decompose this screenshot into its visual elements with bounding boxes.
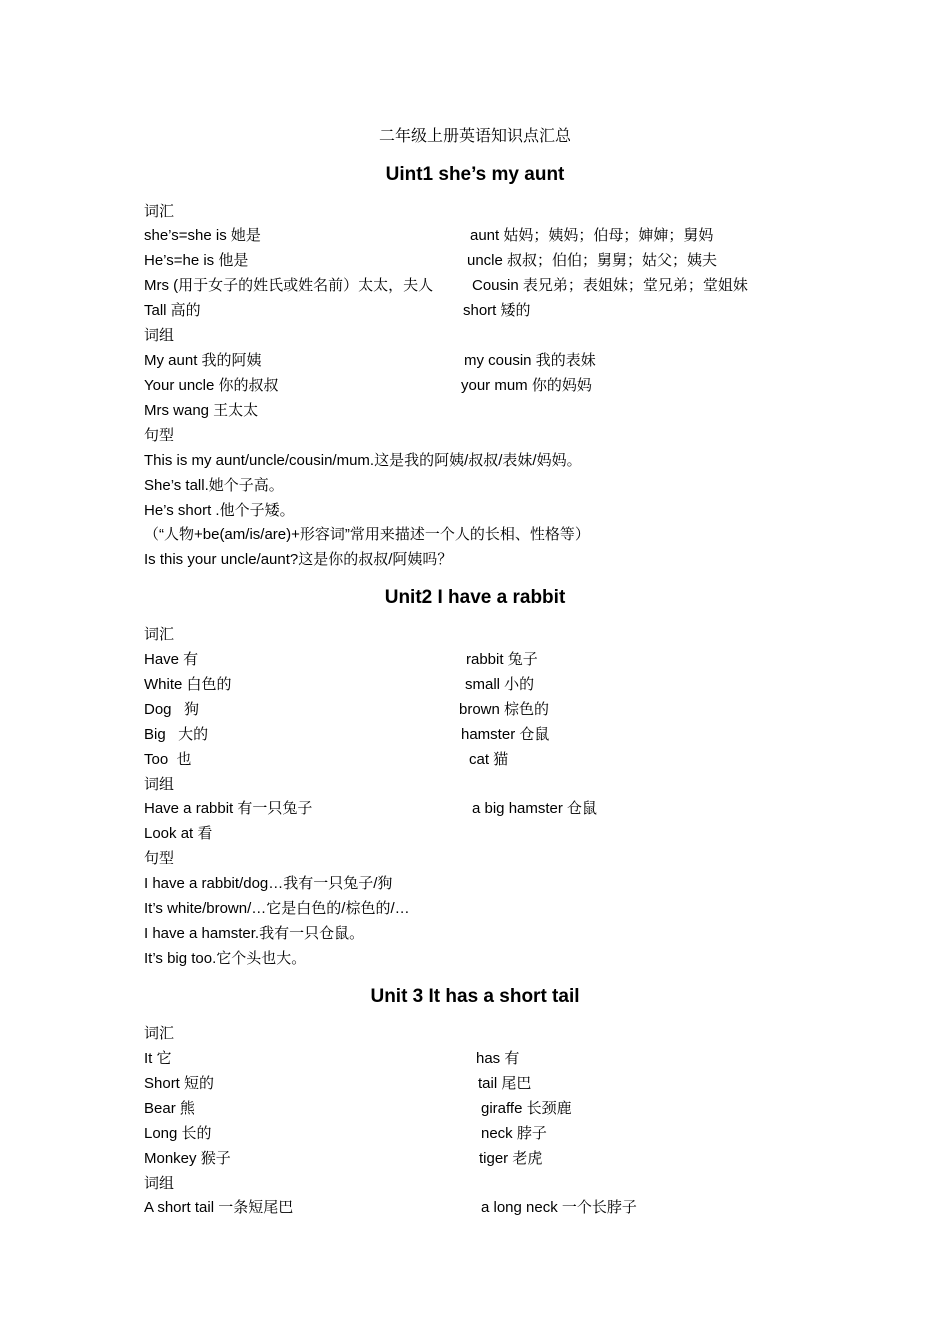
document-title: 二年级上册英语知识点汇总 — [378, 128, 571, 145]
unit1-sentence-row — [0, 547, 950, 572]
vocab-word: Bear 熊 — [144, 1100, 195, 1117]
vocab-word: cat 猫 — [469, 751, 509, 768]
phrase: my cousin 我的表妹 — [464, 352, 596, 369]
unit3-heading: Unit 3 It has a short tail — [370, 986, 580, 1007]
vocab-word: White 白色的 — [144, 676, 232, 693]
unit1-phrase-label: 词组 — [144, 327, 175, 344]
vocab-word: Have 有 — [144, 651, 199, 668]
unit1-phrase-row — [0, 348, 950, 373]
phrase: Your uncle 你的叔叔 — [144, 377, 279, 394]
phrase: a big hamster 仓鼠 — [472, 800, 598, 817]
unit1-sentence-label-row — [0, 423, 950, 448]
phrase: My aunt 我的阿姨 — [144, 352, 262, 369]
phrase: a long neck 一个长脖子 — [481, 1199, 637, 1216]
unit3-phrase-row — [0, 1195, 950, 1220]
unit1-vocab-row — [0, 273, 950, 298]
unit2-phrase-label-row — [0, 772, 950, 797]
sentence: This is my aunt/uncle/cousin/mum.这是我的阿姨/叔叔/表妹/妈妈。 — [144, 452, 582, 469]
unit2-sentence-label-row — [0, 846, 950, 871]
unit1-vocab-row — [0, 248, 950, 273]
phrase: Mrs wang 王太太 — [144, 402, 259, 419]
sentence: It’s white/brown/…它是白色的/棕色的/… — [144, 900, 410, 917]
unit3-vocab-row — [0, 1146, 950, 1171]
unit1-vocab-label: 词汇 — [144, 203, 175, 220]
unit1-phrase-row — [0, 373, 950, 398]
unit1-phrase-label-row — [0, 323, 950, 348]
vocab-word: Monkey 猴子 — [144, 1150, 231, 1167]
unit2-sentence-label: 句型 — [144, 850, 175, 867]
vocab-word: tiger 老虎 — [479, 1150, 543, 1167]
vocab-word: aunt 姑妈；姨妈；伯母；婶婶；舅妈 — [470, 227, 714, 244]
unit3-vocab-row — [0, 1071, 950, 1096]
unit3-vocab-row — [0, 1121, 950, 1146]
unit2-vocab-row — [0, 647, 950, 672]
unit1-sentence-row — [0, 522, 950, 547]
unit2-sentence-row — [0, 896, 950, 921]
unit2-vocab-label: 词汇 — [144, 626, 175, 643]
vocab-word: brown 棕色的 — [459, 701, 550, 718]
sentence: I have a rabbit/dog…我有一只兔子/狗 — [144, 875, 393, 892]
sentence: She’s tall.她个子高。 — [144, 477, 284, 494]
unit2-sentence-row — [0, 921, 950, 946]
vocab-word: He’s=he is 他是 — [144, 252, 249, 269]
vocab-word: has 有 — [476, 1050, 520, 1067]
unit2-sentence-row — [0, 871, 950, 896]
unit2-phrase-row — [0, 821, 950, 846]
vocab-word: hamster 仓鼠 — [461, 726, 550, 743]
sentence: Is this your uncle/aunt?这是你的叔叔/阿姨吗？ — [144, 551, 453, 568]
unit1-sentence-row — [0, 498, 950, 523]
unit3-vocab-row — [0, 1046, 950, 1071]
unit2-vocab-row — [0, 722, 950, 747]
vocab-word: Big 大的 — [144, 726, 209, 743]
unit1-vocab-row — [0, 223, 950, 248]
vocab-word: It 它 — [144, 1050, 172, 1067]
vocab-word: she’s=she is 她是 — [144, 227, 261, 244]
vocab-word: short 矮的 — [463, 302, 531, 319]
unit3-phrase-label: 词组 — [144, 1175, 175, 1192]
unit1-sentence-label: 句型 — [144, 427, 175, 444]
sentence: He’s short .他个子矮。 — [144, 502, 295, 519]
vocab-word: uncle 叔叔；伯伯；舅舅；姑父；姨夫 — [467, 252, 718, 269]
unit2-heading: Unit2 I have a rabbit — [384, 587, 566, 608]
vocab-word: small 小的 — [465, 676, 535, 693]
unit2-vocab-row — [0, 672, 950, 697]
unit3-vocab-label: 词汇 — [144, 1025, 175, 1042]
sentence: I have a hamster.我有一只仓鼠。 — [144, 925, 365, 942]
vocab-word: Long 长的 — [144, 1125, 212, 1142]
vocab-word: Cousin 表兄弟；表姐妹；堂兄弟；堂姐妹 — [472, 277, 748, 294]
grammar-note: （“人物+be(am/is/are)+形容词”常用来描述一个人的长相、性格等） — [144, 526, 590, 543]
unit2-vocab-row — [0, 697, 950, 722]
vocab-word: giraffe 长颈鹿 — [481, 1100, 572, 1117]
unit1-heading: Uint1 she’s my aunt — [385, 164, 565, 185]
unit2-vocab-row — [0, 747, 950, 772]
vocab-word: Too 也 — [144, 751, 192, 768]
unit3-phrase-label-row — [0, 1171, 950, 1196]
vocab-word: Short 短的 — [144, 1075, 215, 1092]
unit2-phrase-label: 词组 — [144, 776, 175, 793]
phrase: Look at 看 — [144, 825, 213, 842]
unit3-vocab-label-row — [0, 1021, 950, 1046]
unit1-vocab-label-row — [0, 199, 950, 224]
unit2-sentence-row — [0, 946, 950, 971]
vocab-word: tail 尾巴 — [478, 1075, 532, 1092]
vocab-word: Mrs (用于女子的姓氏或姓名前）太太，夫人 — [144, 277, 434, 294]
vocab-word: neck 脖子 — [481, 1125, 547, 1142]
unit1-vocab-row — [0, 298, 950, 323]
sentence: It’s big too.它个头也大。 — [144, 950, 307, 967]
unit1-sentence-row — [0, 448, 950, 473]
unit1-phrase-row — [0, 398, 950, 423]
unit1-sentence-row — [0, 473, 950, 498]
unit3-vocab-row — [0, 1096, 950, 1121]
unit2-vocab-label-row — [0, 622, 950, 647]
vocab-word: Dog 狗 — [144, 701, 200, 718]
unit2-phrase-row — [0, 796, 950, 821]
phrase: your mum 你的妈妈 — [461, 377, 592, 394]
phrase: A short tail 一条短尾巴 — [144, 1199, 294, 1216]
vocab-word: Tall 高的 — [144, 302, 201, 319]
phrase: Have a rabbit 有一只兔子 — [144, 800, 313, 817]
vocab-word: rabbit 兔子 — [466, 651, 538, 668]
